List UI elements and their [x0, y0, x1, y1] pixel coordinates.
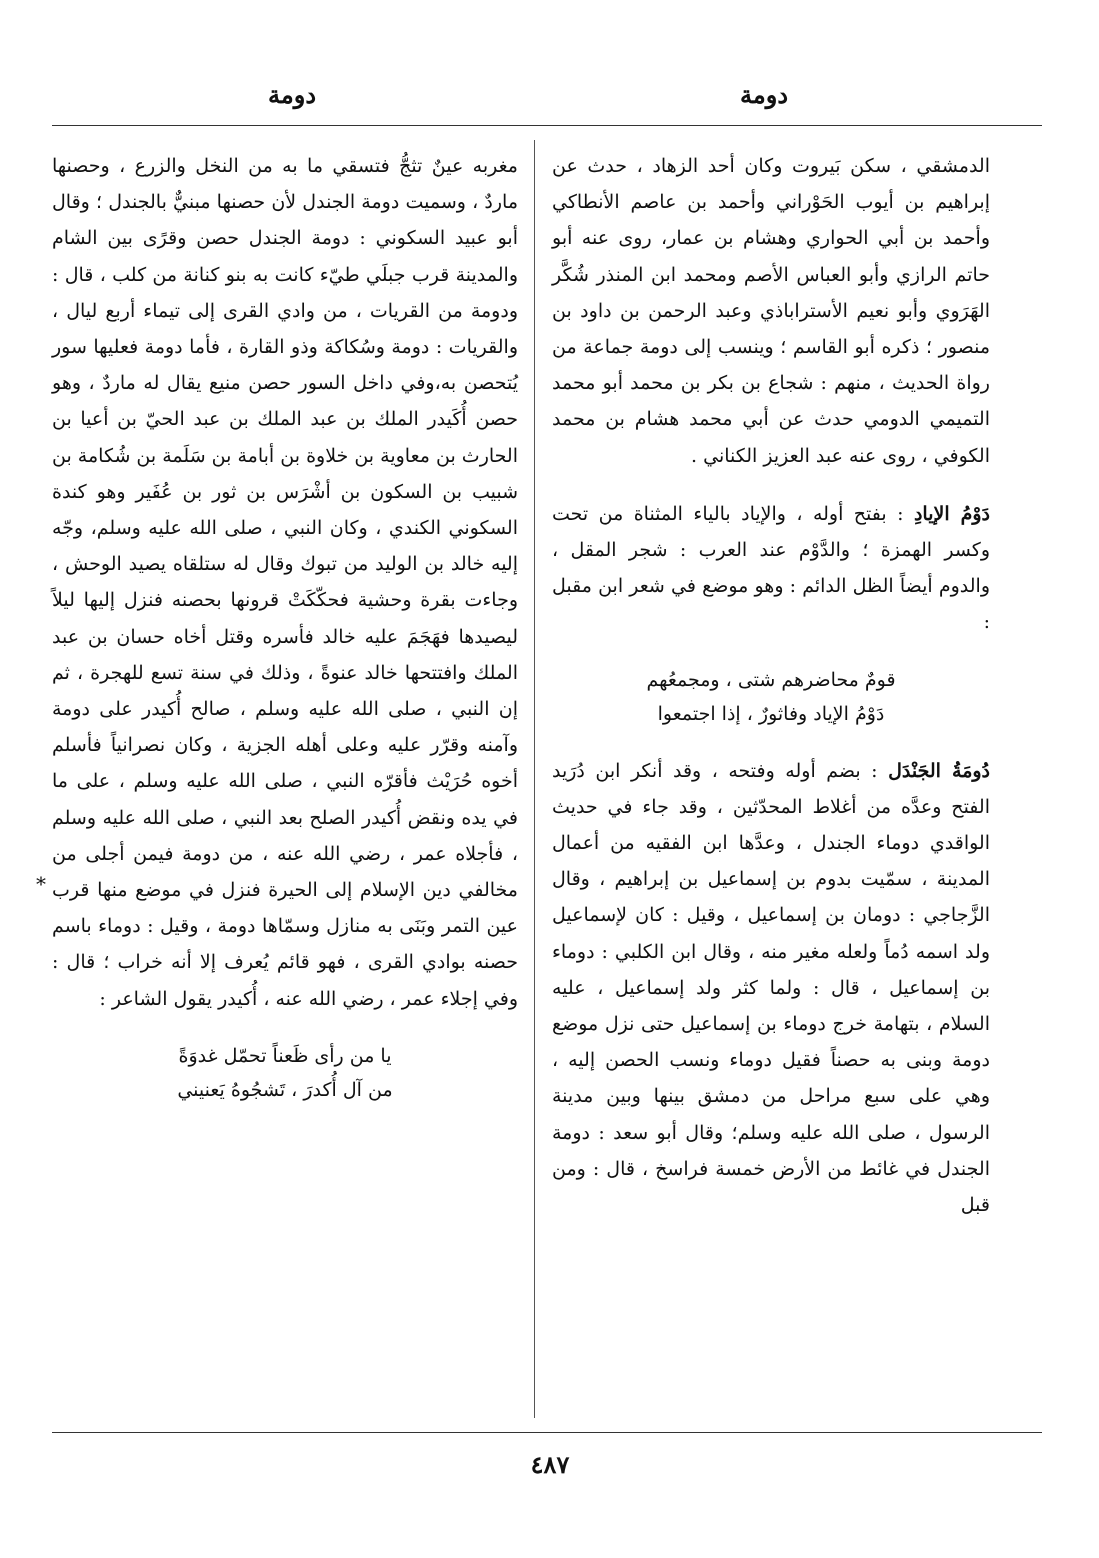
verse-line-2: من آل أُكدرَ ، تَشجُوهُ يَعنيني: [177, 1078, 393, 1101]
entry-text: : بفتح أوله ، والإياد بالياء المثناة من تحت وكسر الهمزة ؛ والدَّوْم عند العرب : شجر المقل ، والدوم أيضاً الظل الدائم : وهو موضع في شعر ابن مقبل :: [552, 502, 990, 634]
verse-line-2: دَوْمُ الإياد وفاثورٌ ، إذا اجتمعوا: [657, 702, 885, 725]
entry-headword: دَوْمُ الإيادِ: [913, 502, 991, 525]
right-column: [552, 148, 990, 1223]
running-header-left: دومة: [268, 80, 316, 109]
entry-headword: دُومَةُ الجَنْدَل: [888, 759, 991, 782]
left-column: [52, 148, 518, 1107]
entry-dumat-al-jandal: [552, 753, 990, 1224]
verse-line-1: يا من رأى ظَعناً تحمّل غدوَةً: [178, 1044, 392, 1067]
margin-asterisk: *: [36, 872, 46, 896]
running-header-right: دومة: [740, 80, 788, 109]
top-rule: [52, 125, 1042, 126]
right-paragraph-1: الدمشقي ، سكن بَيروت وكان أحد الزهاد ، حدث عن إبراهيم بن أيوب الحَوْراني وأحمد بن عاصم الأنطاكي وأحمد بن أبي الحواري وهشام بن عمار، روى عنه أبو حاتم الرازي وأبو العباس الأصم ومحمد ابن المنذر شُكَّر الهَرَوي وأبو نعيم الأستراباذي وعبد الرحمن بن داود بن منصور ؛ ذكره أبو القاسم ؛ وينسب إلى دومة جماعة من رواة الحديث ، منهم : شجاع بن بكر بن محمد أبو محمد التميمي الدومي حدث عن أبي محمد هشام بن محمد الكوفي ، روى عنه عبد العزيز الكناني .: [552, 155, 990, 467]
entry-dawm-al-iyad: [552, 496, 990, 641]
bottom-rule: [52, 1432, 1042, 1433]
column-divider: [534, 140, 535, 1418]
verse-line-1: قومٌ محاضرهم شتى ، ومجمعُهم: [646, 668, 896, 691]
page-number: ٤٨٧: [530, 1450, 570, 1479]
entry-text: : بضم أوله وفتحه ، وقد أنكر ابن دُرَيد الفتح وعدَّه من أغلاط المحدّثين ، وقد جاء في حديث الواقدي دوماء الجندل ، وعدَّها ابن الفقيه من أعمال المدينة ، سمّيت بدوم بن إسماعيل بن إبراهيم ، وقال الزَّجاجي : دومان بن إسماعيل ، وقيل : كان لإسماعيل ولد اسمه دُماً ولعله مغير منه ، وقال ابن الكلبي : دوماء بن إسماعيل ، قال : ولما كثر ولد إسماعيل ، عليه السلام ، بتهامة خرج دوماء بن إسماعيل حتى نزل موضع دومة وبنى به حصناً فقيل دوماء ونسب الحصن إليه ، وهي على سبع مراحل من دمشق بينها وبين مدينة الرسول ، صلى الله عليه وسلم؛ وقال أبو سعد : دومة الجندل في غائط من الأرض خمسة فراسخ ، قال : ومن قبل: [552, 759, 990, 1217]
left-paragraph-1: مغربه عينٌ تثجُّ فتسقي ما به من النخل والزرع ، وحصنها ماردٌ ، وسميت دومة الجندل لأن حصنها مبنيٌّ بالجندل ؛ وقال أبو عبيد السكوني : دومة الجندل حصن وقرًى بين الشام والمدينة قرب جبلَي طيّء كانت به بنو كنانة من كلب ، قال : ودومة من القريات ، من وادي القرى إلى تيماء أربع ليال ، والقريات : دومة وسُكاكة وذو القارة ، فأما دومة فعليها سور يُتحصن به،وفي داخل السور حصن منيع يقال له ماردٌ ، وهو حصن أُكَيدر الملك بن عبد الملك بن عبد الحيّ بن أعيا بن الحارث بن معاوية بن خلاوة بن أبامة بن سَلَمة بن شُكامة بن شبيب بن السكون بن أشْرَس بن ثور بن عُفَير وهو كندة السكوني الكندي ، وكان النبي ، صلى الله عليه وسلم، وجّه إليه خالد بن الوليد من تبوك وقال له ستلقاه يصيد الوحش ، وجاءت بقرة وحشية فحكّكَتْ قرونها بحصنه فنزل إليها ليلاً ليصيدها فهَجَمَ عليه خالد فأسره وقتل أخاه حسان بن عبد الملك وافتتحها خالد عنوةً ، وذلك في سنة تسع للهجرة ، ثم إن النبي ، صلى الله عليه وسلم ، صالح أُكيدر على دومة وآمنه وقرّر عليه وعلى أهله الجزية ، وكان نصرانياً فأسلم أخوه حُرَيْث فأقرّه النبي ، صلى الله عليه وسلم ، على ما في يده ونقض أُكيدر الصلح بعد النبي ، صلى الله عليه وسلم ، فأجلاه عمر ، رضي الله عنه ، من دومة فيمن أجلى من مخالفي دين الإسلام إلى الحيرة فنزل في موضع منها قرب عين التمر وبَنَى به منازل وسمّاها دومة ، وقيل : دوماء باسم حصنه بوادي القرى ، فهو قائم يُعرف إلا أنه خراب ؛ قال : وفي إجلاء عمر ، رضي الله عنه ، أُكيدر يقول الشاعر :: [52, 155, 518, 1010]
